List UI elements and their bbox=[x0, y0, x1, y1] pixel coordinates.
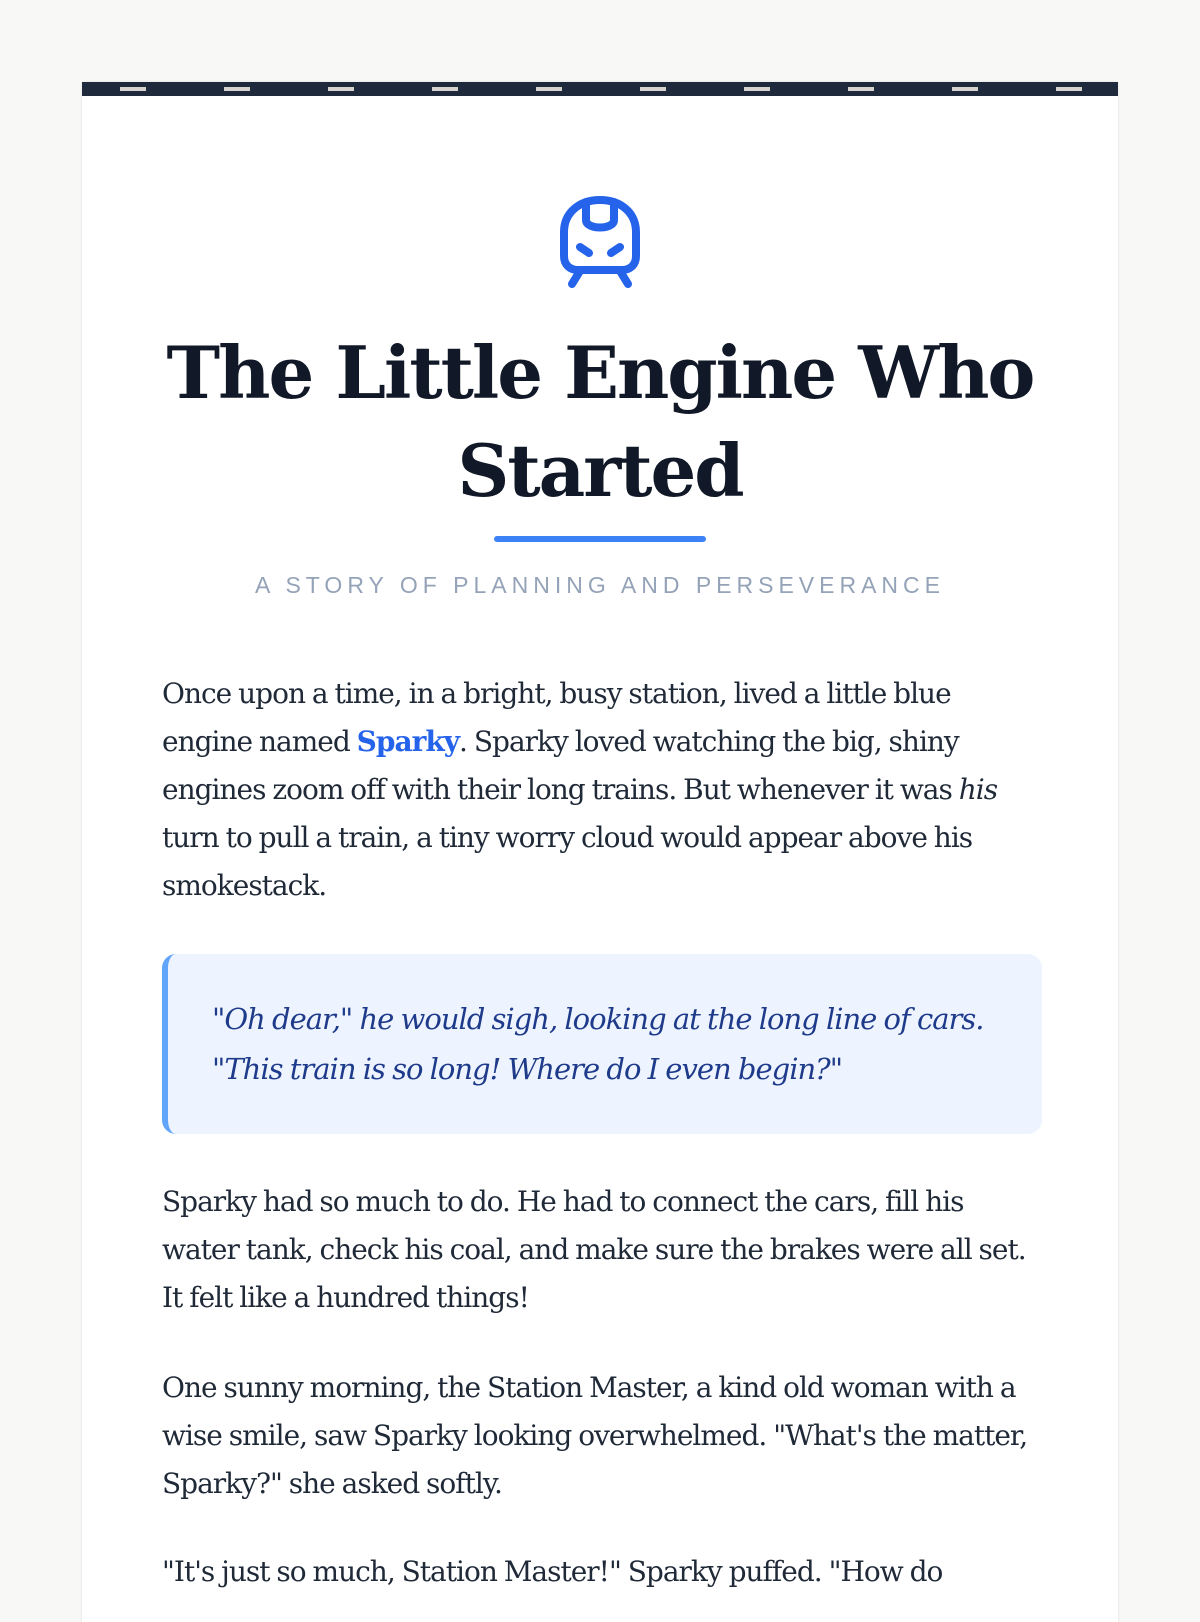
paragraph: Sparky had so much to do. He had to connect the cars, fill his water tank, check his coal, and make sure the brakes were all set. It felt like a hundred things! bbox=[162, 1185, 1026, 1314]
rail-tie bbox=[848, 87, 874, 91]
story-quote: "Oh dear," he would sigh, looking at the long line of cars. "This train is so long! Where do I even begin?" bbox=[162, 954, 1042, 1134]
character-name-highlight: Sparky bbox=[356, 725, 460, 758]
story-body bbox=[162, 670, 1042, 1596]
rail-track-border bbox=[82, 82, 1118, 96]
emphasis-text: his bbox=[958, 773, 998, 806]
title-underline bbox=[494, 536, 706, 542]
rail-tie bbox=[432, 87, 458, 91]
story-subtitle: A STORY OF PLANNING AND PERSEVERANCE bbox=[255, 572, 945, 598]
rail-tie bbox=[744, 87, 770, 91]
story-page bbox=[82, 82, 1118, 1622]
rail-tie bbox=[952, 87, 978, 91]
rail-tie bbox=[536, 87, 562, 91]
train-front-icon bbox=[558, 192, 642, 292]
paragraph: "It's just so much, Station Master!" Sparky puffed. "How do bbox=[162, 1555, 943, 1588]
rail-tie bbox=[1056, 87, 1082, 91]
rail-tie bbox=[120, 87, 146, 91]
story-title: The Little Engine Who Started bbox=[166, 330, 1034, 513]
paragraph: One sunny morning, the Station Master, a kind old woman with a wise smile, saw Sparky looking overwhelmed. "What's the matter, Sparky?" she asked softly. bbox=[162, 1371, 1028, 1500]
rail-tie bbox=[640, 87, 666, 91]
paragraph: Once upon a time, in a bright, busy station, lived a little blue engine named Sparky. Sparky loved watching the big, shiny engines zoom off with their long trains. But whenever it was his turn to pull a train, a tiny worry cloud would appear above his smokestack. bbox=[162, 677, 998, 902]
rail-tie bbox=[224, 87, 250, 91]
rail-tie bbox=[328, 87, 354, 91]
